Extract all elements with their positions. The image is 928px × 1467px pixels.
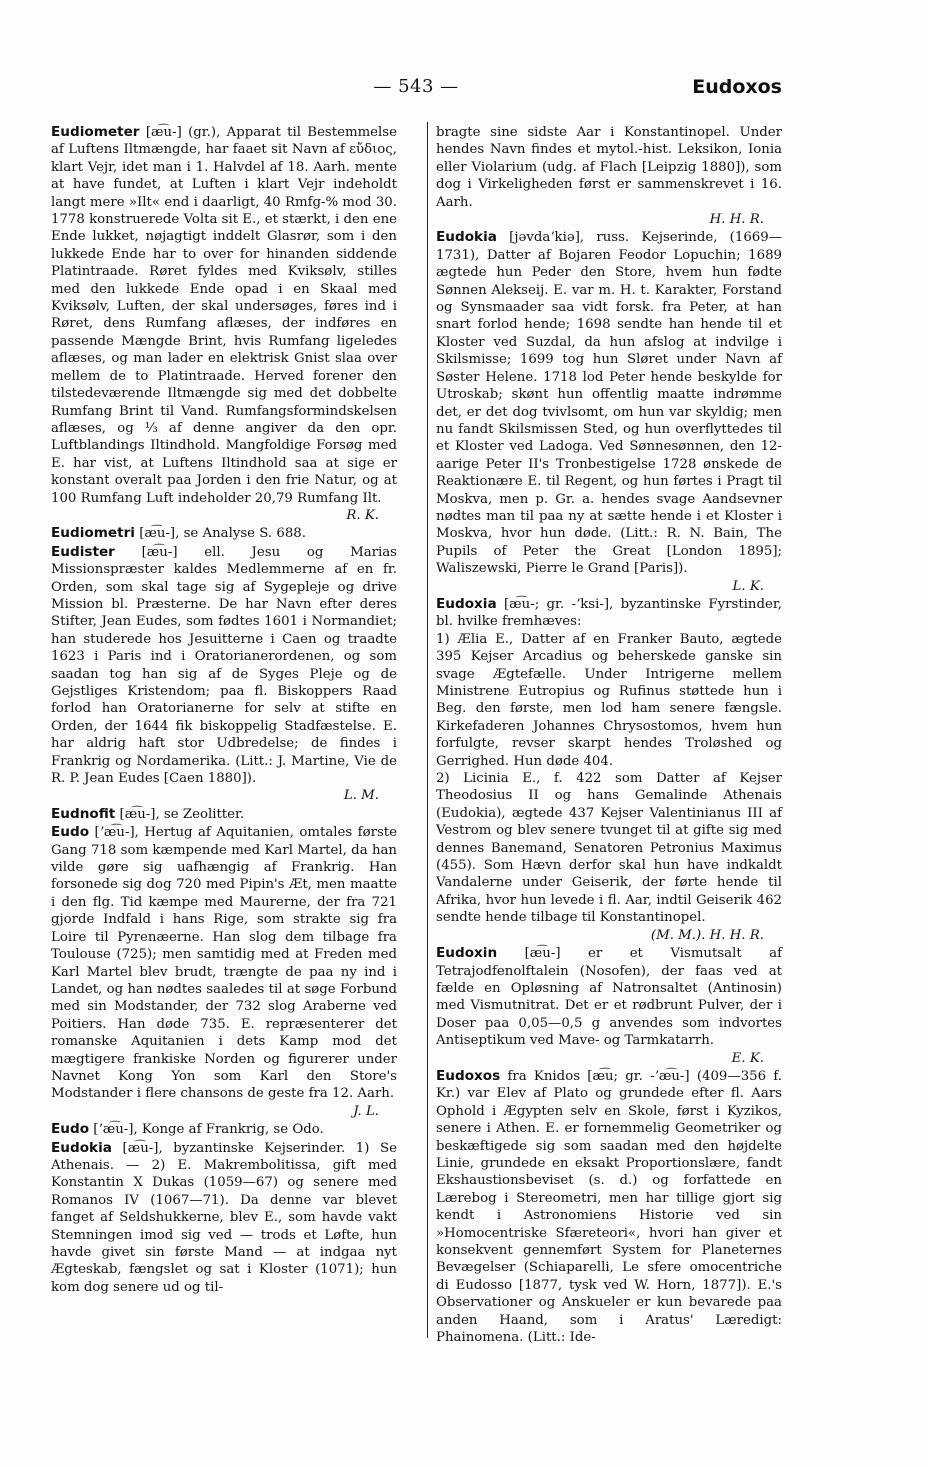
entry-text: [æ͡u-], byzantinske Kejserinder. 1) Se Athenais. — 2) E. Makrembolitissa, gift med Konstantin X Dukas (1059—67) og senere med Romanos IV (1067—71). Da denne var blevet fanget af Seldshukkerne, blev E., som havde vakt Stemningen imod sig ved — trods et Løfte, hun havde givet sin første Mand — at indgaa nyt Ægteskab, fængslet og sat i Kloster (1071); hun kom dog senere ud og til- <box>51 1140 397 1295</box>
column-divider <box>427 122 428 1338</box>
entry-text: [æ͡u-], se Zeolitter. <box>119 806 245 822</box>
entry-text: [ʼæ͡u-], Hertug af Aquitanien, omtales første Gang 718 som kæmpende med Karl Martel, da han vilde gøre sig uafhængig af Frankrig. Han forsonede sig dog 720 med Pipin's Æt, men maatte i den flg. Tid kæmpe med Maurerne, der fra 721 gjorde Indfald i hans Rige, som strakte sig fra Loire til Pyrenæerne. Han slog dem tilbage fra Toulouse (725); men samtidig med at Freden med Karl Martel blev brudt, trængte de paa ny ind i Landet, og han nødtes saaledes til at søge Forbund med sin Modstander, der 732 slog Araberne ved Poitiers. Han døde 735. E. repræsenterer det romanske Aquitanien i dets Kamp mod det mægtigere frankiske Norden og figurerer under Navnet Kong Yon som Karl den Store's Modstander i flere chansons de geste fra 12. Aarh. <box>51 825 398 1102</box>
entry-text: [æ͡u-] er et Vismutsalt af Tetrajodfenolftalein (Nosofen), der faas ved at fælde en Opløsning af Natronsaltet (Antinosin) med Vismutnitrat. Det er et rødbrunt Pulver, der i Doser paa 0,05—0,5 g anvendes som indvortes Antiseptikum ved Mave- og Tarmkatarrh. <box>436 946 782 1049</box>
entry-eudo-konge <box>51 1121 397 1138</box>
entry-continuation <box>436 124 782 228</box>
entry-headword: Eudoxin <box>436 945 498 962</box>
entry-eudister <box>51 544 397 805</box>
right-column <box>436 124 782 1347</box>
entry-headword: Eudiometer <box>51 124 140 140</box>
entry-headword: Eudnofit <box>51 805 116 822</box>
entry-headword: Eudoxos <box>436 1067 501 1084</box>
entry-subparagraph: 2) Licinia E., f. 422 som Datter af Kejser Theodosius II og hans Gemalinde Athenais (Eudokia), ægtede 437 Kejser Valentinianus III af Vestrom og blev senere tvunget til at gifte sig med dennes Banemand, Senatoren Petronius Maximus (455). Som Hævn derfor skal hun have indkaldt Vandalerne under Geiserik, der førte hende til Afrika, hvor hun levede i fl. Aar, indtil Geiserik 462 sendte hende tilbage til Konstantinopel. <box>436 771 782 926</box>
left-column <box>51 124 397 1297</box>
entry-headword: Eudo <box>51 824 90 841</box>
entry-headword: Eudoxia <box>436 595 497 612</box>
entry-text: [æ͡u-] (gr.), Apparat til Bestemmelse af Luftens Iltmængde, har faaet sit Navn af εὔδιος, klart Vejr, idet man i 1. Halvdel af 18. Aarh. mente at have fundet, at Luften i klart Vejr indeholdt langt mere »Ilt« end i daarligt, 40 Rmfg-% mod 30. 1778 konstruerede Volta sit E., et stærkt, i den ene Ende lukket, nøjagtigt inddelt Glasrør, som i den lukkede Ende har to over for hinanden siddende Platintraade. Røret fyldes med Kviksølv, stilles med den lukkede Ende opad i en Skaal med Kviksølv, Luften, der skal undersøges, føres ind i Røret, dens Rumfang aflæses, der indføres en passende Mængde Brint, hvis Rumfang ligeledes aflæses, og man lader en elektrisk Gnist slaa over mellem de to Platintraade. Herved forener den tilstedeværende Iltmængde sig med det dobbelte Rumfang Brint til Vand. Rumfangsformindskelsen aflæses, og ⅓ af denne angiver da den opr. Luftblandings Iltindhold. Mangfoldige Forsøg med E. har vist, at Luftens Iltindhold saa at sige er konstant overalt paa Jorden i den frie Natur, og at 100 Rumfang Luft indeholder 20,79 Rumfang Ilt. <box>51 125 398 506</box>
entry-eudiometri <box>51 525 397 542</box>
entry-headword: Eudister <box>51 543 115 560</box>
entry-text: [æ͡u-; gr. -ʼksi-], byzantinske Fyrstinder, bl. hvilke fremhæves: <box>436 596 782 630</box>
entry-text: [æ͡u-] ell. Jesu og Marias Missionspræster kaldes Medlemmerne af en fr. Orden, som skal tage sig af Sygepleje og drive Mission bl. Præsterne. De har Navn efter deres Stifter, Jean Eudes, som fødtes 1601 i Normandiet; han studerede hos Jesuitterne i Caen og traadte 1623 i Paris ind i Oratorianerordenen, og som saadan tog han sig af de Syges Pleje og de Gejstliges Kristendom; paa fl. Biskoppers Raad forlod han Oratorianerne for selv at stifte en Orden, der 1644 fik biskoppelig Stadfæstelse. E. har aldrig haft stor Udbredelse; de findes i Frankrig og Nordamerika. (Litt.: J. Martine, Vie de R. P. Jean Eudes [Caen 1880]). <box>51 544 397 787</box>
continuation-text: bragte sine sidste Aar i Konstantinopel. Under hendes Navn findes et mytol.-hist. Leksikon, Ionia eller Violarium (udg. af Flach [Leipzig 1880]), som dog i Virkeligheden først er sammenskrevet i 16. Aarh. <box>436 125 782 210</box>
entry-signature: L. M. <box>343 788 379 804</box>
entry-headword: Eudo <box>51 1121 90 1138</box>
entry-eudokia-russian <box>436 229 782 595</box>
entry-eudoxos <box>436 1068 782 1347</box>
entry-text: [æ͡u-], se Analyse S. 688. <box>139 526 306 542</box>
page-number: — 543 — <box>373 76 459 97</box>
entry-eudokia-byzantine <box>51 1140 397 1297</box>
entry-signature: J. L. <box>353 1103 379 1119</box>
entry-text: fra Knidos [æ͡u; gr. -ʼæ͡u-] (409—356 f. Kr.) var Elev af Plato og grundede efter fl. Aars Ophold i Ægypten selv en Skole, først i Kyzikos, senere i Athen. E. er fornemmelig Geometriker og beskæftigede sig som saadan med den højdelte Linie, grundede en eksakt Proportionslære, fandt Ekshaustionsbeviset (s. d.) og forfattede en Lærebog i Stereometri, men har tillige gjort sig kendt i Astronomiens Historie ved sin »Homocentriske Sfæreteori«, hvori han giver et konsekvent gennemført System for Planeternes Bevægelser (Schiaparelli, Le sfere omocentriche di Eudosso [1877, tysk ved W. Horn, 1877]). E.'s Observationer og Anskueler er kun bevarede paa anden Haand, som i Aratus' Læredigt: Phainomena. (Litt.: Ide- <box>436 1068 782 1346</box>
entry-subparagraph: 1) Ælia E., Datter af en Franker Bauto, ægtede 395 Kejser Arcadius og beherskede ganske sin svage Ægtefælle. Under Intrigerne mellem Ministrene Eutropius og Rufinus støttede hun i Beg. den første, men lod ham senere fængsle. Kirkefaderen Johannes Chrysostomos, hvem hun forfulgte, revser skarpt hendes Troløshed og Gerrighed. Hun døde 404. <box>436 631 782 769</box>
page-header <box>50 76 782 106</box>
entry-eudoxia <box>436 596 782 944</box>
entry-headword: Eudiometri <box>51 525 135 542</box>
entry-eudnofit <box>51 806 397 823</box>
entry-signature: L. K. <box>732 578 764 594</box>
entry-text: [ʼæ͡u-], Konge af Frankrig, se Odo. <box>93 1122 324 1138</box>
entry-eudoxin <box>436 945 782 1067</box>
entry-eudo-hertug <box>51 824 397 1120</box>
entry-text: [jəvdaʼkiə], russ. Kejserinde, (1669—1731), Datter af Bojaren Feodor Lopuchin; 1689 ægtede hun Peder den Store, hvem hun fødte Sønnen Alekseij. E. var m. H. t. Karakter, Forstand og Synsmaader saa vidt forsk. fra Peter, at han snart forlod hende; 1698 sendte han hende til et Kloster ved Suzdal, da hun afslog at indvilge i Skilsmisse; 1699 tog hun Sløret under Navn af Søster Helene. 1718 lod Peter hende beskylde for Utroskab; skønt hun offentlig maatte indrømme det, er det dog tvivlsomt, om hun var skyldig; men nu fandt Skilsmissen Sted, og hun overflyttedes til et Kloster ved Ladoga. Ved Sønnesønnen, den 12-aarige Peter II's Tronbestigelse 1728 ønskede de Reaktionære E. til Regent, og hun førtes i Pragt til Moskva, men p. Gr. a. hendes svage Aandsevner nødtes man til paa ny at sætte hende i et Kloster i Moskva, hvor hun døde. (Litt.: R. N. Bain, The Pupils of Peter the Great [London 1895]; Waliszewski, Pierre le Grand [Paris]). <box>436 230 782 577</box>
entry-headword: Eudokia <box>436 229 497 246</box>
entry-signature: H. H. R. <box>709 212 764 228</box>
running-head: Eudoxos <box>692 76 782 98</box>
entry-signature: (M. M.). H. H. R. <box>650 927 764 943</box>
entry-eudiometer <box>51 124 397 524</box>
entry-headword: Eudokia <box>51 1139 112 1156</box>
entry-signature: R. K. <box>346 507 379 523</box>
entry-signature: E. K. <box>731 1050 764 1066</box>
